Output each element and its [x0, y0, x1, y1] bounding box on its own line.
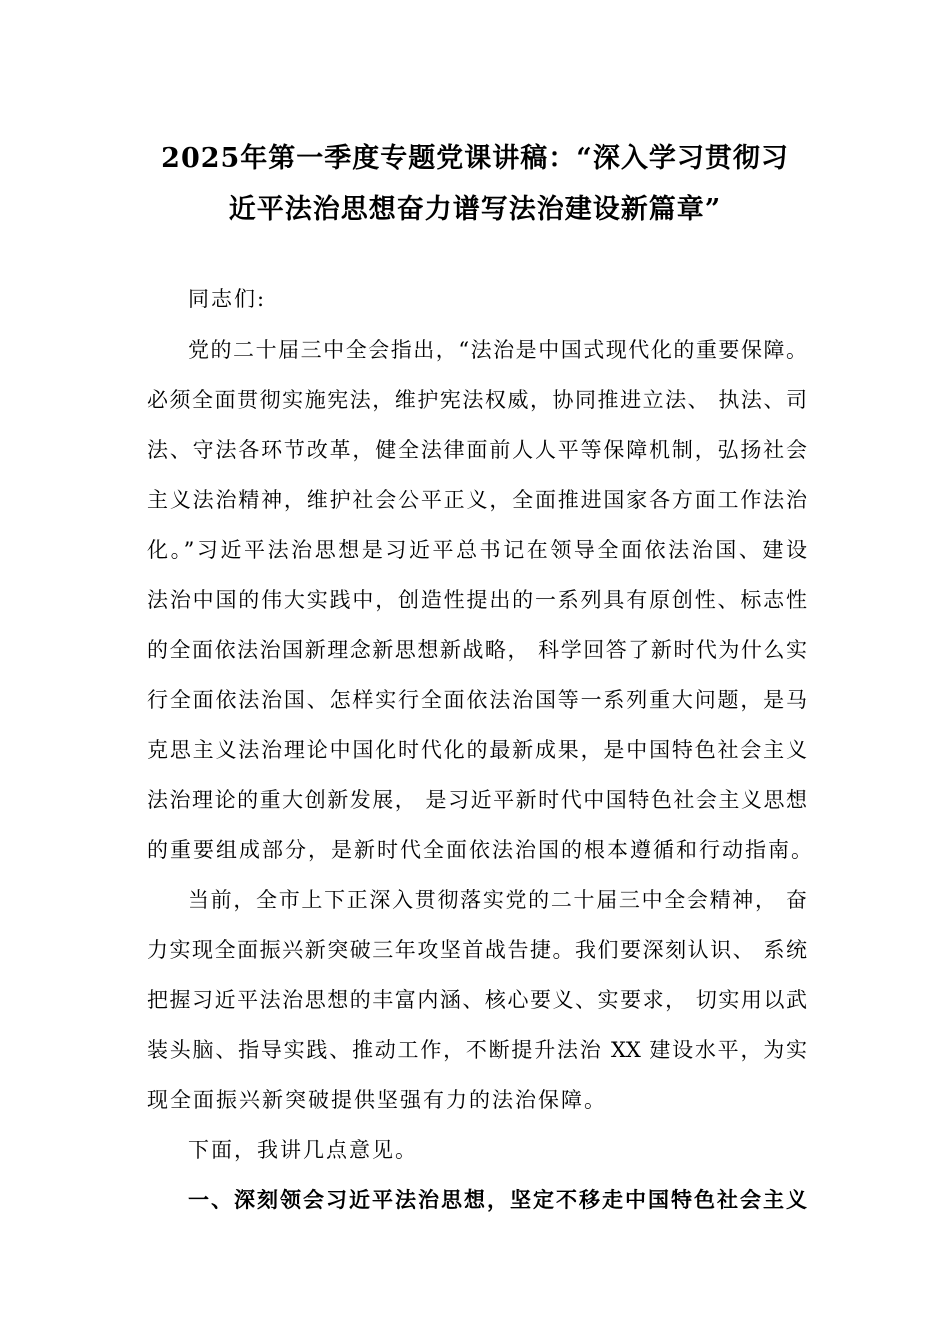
paragraph-line: 法治理论的重大创新发展， 是习近平新时代中国特色社会主义思想 [147, 788, 807, 812]
salutation: 同志们: [188, 287, 267, 311]
paragraph-line: 法、守法各环节改革，健全法律面前人人平等保障机制，弘扬社会 [147, 438, 807, 462]
paragraph-line: 的全面依法治国新理念新思想新战略， 科学回答了新时代为什么实 [147, 638, 807, 662]
paragraph-line: 主义法治精神，维护社会公平正义，全面推进国家各方面工作法治 [147, 488, 807, 512]
paragraph-line: 法治中国的伟大实践中，创造性提出的一系列具有原创性、标志性 [147, 588, 807, 612]
paragraph-line: 现全面振兴新突破提供坚强有力的法治保障。 [147, 1088, 607, 1112]
paragraph-line: 下面，我讲几点意见。 [188, 1138, 418, 1162]
paragraph-line: 必须全面贯彻实施宪法，维护宪法权威，协同推进立法、 执法、司 [147, 388, 807, 412]
paragraph-line: 装头脑、指导实践、推动工作，不断提升法治 XX 建设水平，为实 [147, 1038, 807, 1062]
paragraph-line: 克思主义法治理论中国化时代化的最新成果，是中国特色社会主义 [147, 738, 807, 762]
paragraph-line: 的重要组成部分，是新时代全面依法治国的根本遵循和行动指南。 [147, 838, 814, 862]
document-title-line-1: 2025年第一季度专题党课讲稿：“深入学习贯彻习 [161, 143, 789, 174]
paragraph-line: 当前，全市上下正深入贯彻落实党的二十届三中全会精神， 奋 [188, 888, 807, 912]
paragraph-line: 化。”习近平法治思想是习近平总书记在领导全面依法治国、建设 [147, 538, 807, 562]
paragraph-line: 党的二十届三中全会指出，“法治是中国式现代化的重要保障。 [188, 338, 807, 362]
document-title-line-2: 近平法治思想奋力谱写法治建设新篇章” [228, 194, 722, 225]
section-heading: 一、深刻领会习近平法治思想，坚定不移走中国特色社会主义 [188, 1187, 807, 1212]
paragraph-line: 行全面依法治国、怎样实行全面依法治国等一系列重大问题，是马 [147, 688, 807, 712]
paragraph-line: 把握习近平法治思想的丰富内涵、核心要义、实要求， 切实用以武 [147, 988, 807, 1012]
paragraph-line: 力实现全面振兴新突破三年攻坚首战告捷。我们要深刻认识、 系统 [147, 938, 807, 962]
